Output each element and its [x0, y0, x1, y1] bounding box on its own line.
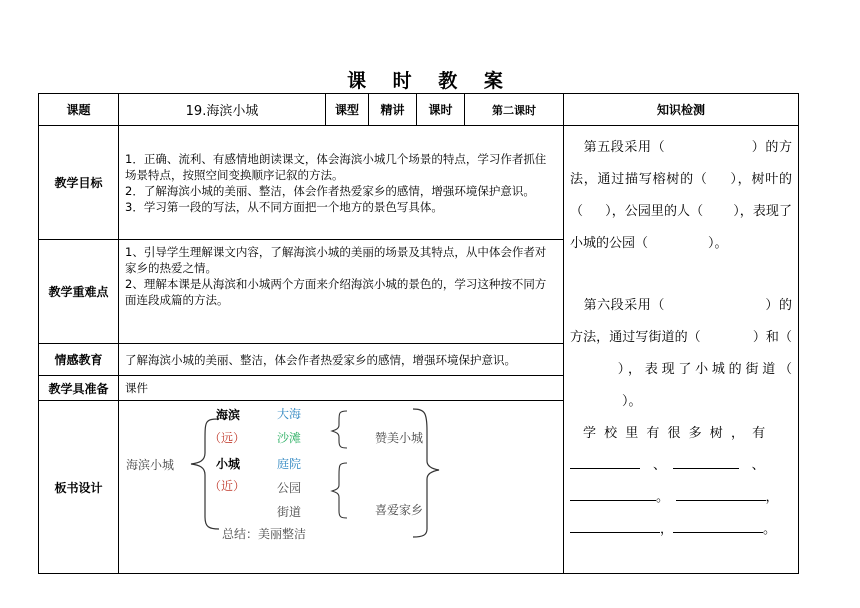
- board-park: 公园: [277, 481, 302, 495]
- board-root: 海滨小城: [126, 458, 175, 472]
- question-3-blanks-1: 、 、: [570, 450, 792, 482]
- board-street: 街道: [277, 505, 302, 519]
- emotion-content: 了解海滨小城的美丽、整洁，体会作者热爱家乡的感情，增强环境保护意识。: [119, 344, 564, 376]
- board-seaside: 海滨: [216, 408, 241, 422]
- question-3-blanks-3: ， 。: [570, 514, 792, 546]
- period-value: 第二课时: [465, 94, 564, 126]
- header-row: [39, 94, 799, 126]
- key-point-item: 1、引导学生理解课文内容，了解海滨小城的美丽的场景及其特点，从中体会作者对家乡的热爱之情。: [125, 245, 547, 275]
- spacer: [570, 260, 792, 290]
- topic-value: 19.海滨小城: [119, 94, 326, 126]
- materials-label: 教学具准备: [39, 376, 119, 401]
- lesson-plan-table: [38, 93, 799, 574]
- goals-row: [39, 126, 799, 240]
- board-diagram: [119, 401, 563, 573]
- question-2: 第六段采用（ ）的方法，通过写街道的（ ）和（），表现了小城的街道（）。: [570, 298, 792, 409]
- question-1: 第五段采用（ ）的方法，通过描写榕树的（ ），树叶的（ ），公园里的人（ ），表现了小城的公园（ ）。: [570, 140, 792, 251]
- period-label: 课时: [417, 94, 465, 126]
- board-design: [119, 401, 564, 574]
- board-city: 小城: [216, 457, 241, 471]
- question-3: 学 校 里 有 很 多 树 ， 有: [583, 426, 768, 441]
- emotion-label: 情感教育: [39, 344, 119, 376]
- materials-content: 课件: [119, 376, 564, 401]
- knowledge-label: 知识检测: [564, 94, 799, 126]
- knowledge-check: [564, 126, 799, 574]
- board-love: 喜爱家乡: [375, 503, 424, 517]
- board-sea: 大海: [277, 407, 302, 421]
- board-beach: 沙滩: [277, 431, 302, 445]
- board-summary: 总结：美丽整洁: [222, 527, 307, 541]
- key-points-content: [119, 240, 564, 344]
- goals-content: [119, 126, 564, 240]
- board-praise: 赞美小城: [375, 431, 424, 445]
- key-points-label: 教学重难点: [39, 240, 119, 344]
- type-value: 精讲: [369, 94, 417, 126]
- board-far: （远）: [209, 431, 246, 445]
- topic-label: 课题: [39, 94, 119, 126]
- key-point-item: 2、理解本课是从海滨和小城两个方面来介绍海滨小城的景色的，学习这种按不同方面连段成篇的方法。: [125, 277, 547, 307]
- type-label: 课型: [326, 94, 369, 126]
- page-title: 课 时 教 案: [347, 70, 513, 92]
- board-near: （近）: [209, 479, 246, 493]
- question-3-blanks-2: 。 ，: [570, 482, 792, 514]
- goal-item: 2．了解海滨小城的美丽、整洁，体会作者热爱家乡的感情，增强环境保护意识。: [125, 183, 535, 198]
- goal-item: 3．学习第一段的写法，从不同方面把一个地方的景色写具体。: [125, 199, 443, 214]
- goals-label: 教学目标: [39, 126, 119, 240]
- board-braces: [119, 401, 563, 573]
- board-yard: 庭院: [277, 457, 302, 471]
- goal-item: 1．正确、流利、有感情地朗读课文，体会海滨小城几个场景的特点，学习作者抓住场景特点，按照空间变换顺序记叙的方法。: [125, 151, 547, 182]
- board-label: 板书设计: [39, 401, 119, 574]
